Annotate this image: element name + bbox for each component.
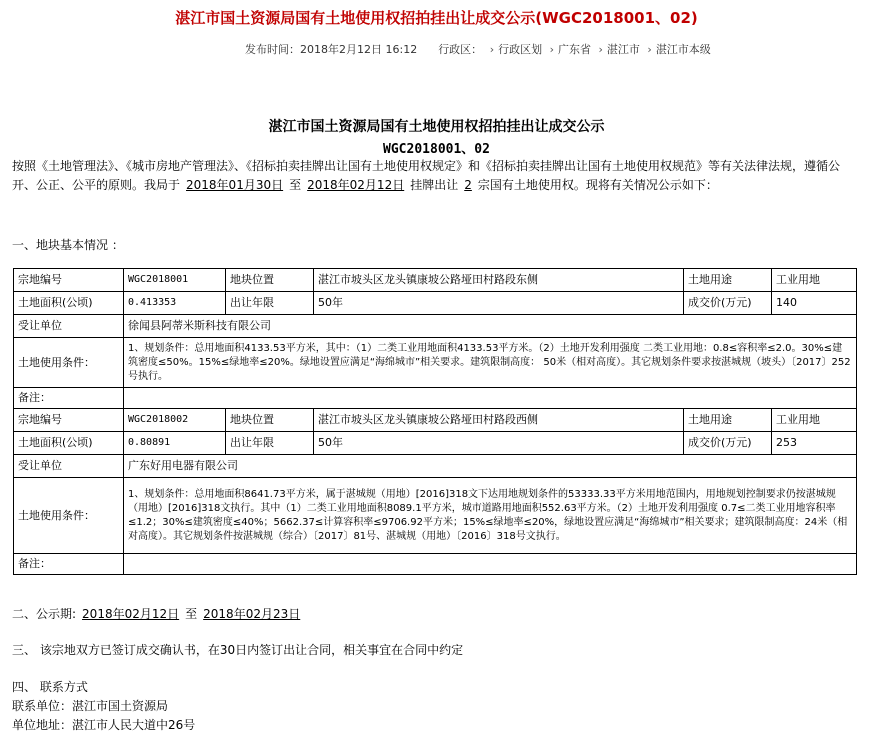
chevron-right-icon: › — [647, 43, 652, 56]
breadcrumb-item[interactable]: 湛江市本级 — [655, 43, 711, 56]
parcel-grantee: 广东好用电器有限公司 — [124, 455, 857, 478]
parcel-count: 2 — [464, 178, 472, 192]
breadcrumb-item[interactable]: 湛江市 — [606, 43, 640, 56]
section-contract-note: 三、 该宗地双方已签订成交确认书，在30日内签订出让合同，相关事宜在合同中约定 — [12, 643, 464, 657]
parcel-term: 50年 — [314, 432, 684, 455]
parcel-no: WGC2018001 — [124, 269, 226, 292]
intro-text: 按照《土地管理法》、《城市房地产管理法》、《招标拍卖挂牌出让国有土地使用权规定》和《招标拍卖挂牌出让国有土地使用权规范》等有关法律法规，遵循公开、公正、公平的原则。我局于 — [12, 159, 841, 192]
parcel-remarks — [124, 388, 857, 409]
label-location: 地块位置 — [226, 409, 314, 432]
parcel-remarks — [124, 554, 857, 575]
publicity-to: 至 — [185, 607, 198, 621]
parcel-grantee: 徐闻县阿蒂米斯科技有限公司 — [124, 315, 857, 338]
label-parcel-no: 宗地编号 — [14, 269, 124, 292]
label-area: 土地面积(公顷) — [14, 292, 124, 315]
parcel-no: WGC2018002 — [124, 409, 226, 432]
intro-paragraph — [12, 157, 857, 195]
parcel-area: 0.413353 — [124, 292, 226, 315]
contact-address: 单位地址：湛江市人民大道中26号 — [12, 718, 196, 732]
parcel-price: 140 — [772, 292, 857, 315]
publish-label: 发布时间： — [245, 43, 300, 56]
breadcrumb-item[interactable]: 行政区划 — [498, 43, 543, 56]
publish-time: 2018年2月12日 16:12 — [300, 43, 418, 56]
label-remarks: 备注： — [14, 388, 124, 409]
breadcrumb-item[interactable]: 广东省 — [558, 43, 591, 56]
label-area: 土地面积(公顷) — [14, 432, 124, 455]
label-grantee: 受让单位 — [14, 455, 124, 478]
region-label: 行政区： — [438, 43, 483, 56]
intro-text: 至 — [289, 178, 302, 192]
document-code: WGC2018001、02 — [383, 142, 490, 157]
page-title: 湛江市国土资源局国有土地使用权招拍挂出让成交公示(WGC2018001、02) — [175, 9, 698, 27]
label-conditions: 土地使用条件： — [14, 478, 124, 554]
label-term: 出让年限 — [226, 292, 314, 315]
parcel-term: 50年 — [314, 292, 684, 315]
label-price: 成交价(万元) — [684, 432, 772, 455]
label-term: 出让年限 — [226, 432, 314, 455]
parcel-conditions: 1、规划条件：总用地面积8641.73平方米，属于湛城规（用地）[2016]318文下达用地规划条件的53333.33平方米用地范围内，用地规划控制要求仍按湛城规（用地）[2016]318文执行。其中（1）二类工业用地面积8089.1平方米，城市道路用地面积552.63平方米。（2）土地开发利用强度 0.7≤二类工业用地容积率≤1.2；30%≤建筑密度≤40%；5662.37≤计算容积率≤9706.92平方米；15%≤绿地率≤20%，绿地设置应满足“海绵城市”相关要求；建筑限制高度：24米（相对高度）。其它规划条件按湛城规（综合）〔2017〕81号、湛城规（用地）〔2016〕318号文执行。 — [124, 478, 857, 554]
label-location: 地块位置 — [226, 269, 314, 292]
section-publicity-period — [12, 605, 306, 622]
listing-end-date: 2018年02月12日 — [307, 178, 405, 192]
publicity-end: 2018年02月23日 — [203, 607, 301, 621]
label-remarks: 备注： — [14, 554, 124, 575]
publicity-start: 2018年02月12日 — [82, 607, 180, 621]
parcel-location: 湛江市坡头区龙头镇康坡公路垭田村路段西侧 — [314, 409, 684, 432]
label-price: 成交价(万元) — [684, 292, 772, 315]
parcel-price: 253 — [772, 432, 857, 455]
parcel-table — [13, 268, 857, 575]
intro-text: 挂牌出让 — [410, 178, 459, 192]
chevron-right-icon: › — [489, 43, 495, 56]
parcel-use: 工业用地 — [772, 409, 857, 432]
document-title: 湛江市国土资源局国有土地使用权招拍挂出让成交公示 — [268, 119, 605, 135]
listing-start-date: 2018年01月30日 — [186, 178, 284, 192]
parcel-location: 湛江市坡头区龙头镇康坡公路垭田村路段东侧 — [314, 269, 684, 292]
section-contact-heading: 四、 联系方式 — [12, 680, 88, 694]
publicity-label: 二、公示期: — [12, 607, 77, 621]
label-use: 土地用途 — [684, 409, 772, 432]
section-heading-parcels: 一、地块基本情况 ： — [12, 238, 124, 252]
parcel-conditions: 1、规划条件：总用地面积4133.53平方米，其中：（1）二类工业用地面积4133.53平方米。（2）土地开发利用强度 二类工业用地：0.8≤容积率≤2.0。30%≤建筑密度≤50%。15%≤绿地率≤20%。绿地设置应满足“海绵城市”相关要求。建筑限制高度： 50米（相对高度）。其它规划条件要求按湛城规（坡头）〔2017〕252号执行。 — [124, 338, 857, 388]
contact-unit: 联系单位：湛江市国土资源局 — [12, 699, 169, 713]
chevron-right-icon: › — [598, 43, 603, 56]
label-conditions: 土地使用条件： — [14, 338, 124, 388]
chevron-right-icon: › — [549, 43, 554, 56]
label-use: 土地用途 — [684, 269, 772, 292]
intro-text: 宗国有土地使用权。现将有关情况公示如下： — [477, 178, 718, 192]
parcel-area: 0.80891 — [124, 432, 226, 455]
parcel-use: 工业用地 — [772, 269, 857, 292]
label-parcel-no: 宗地编号 — [14, 409, 124, 432]
meta-line — [245, 41, 711, 57]
label-grantee: 受让单位 — [14, 315, 124, 338]
